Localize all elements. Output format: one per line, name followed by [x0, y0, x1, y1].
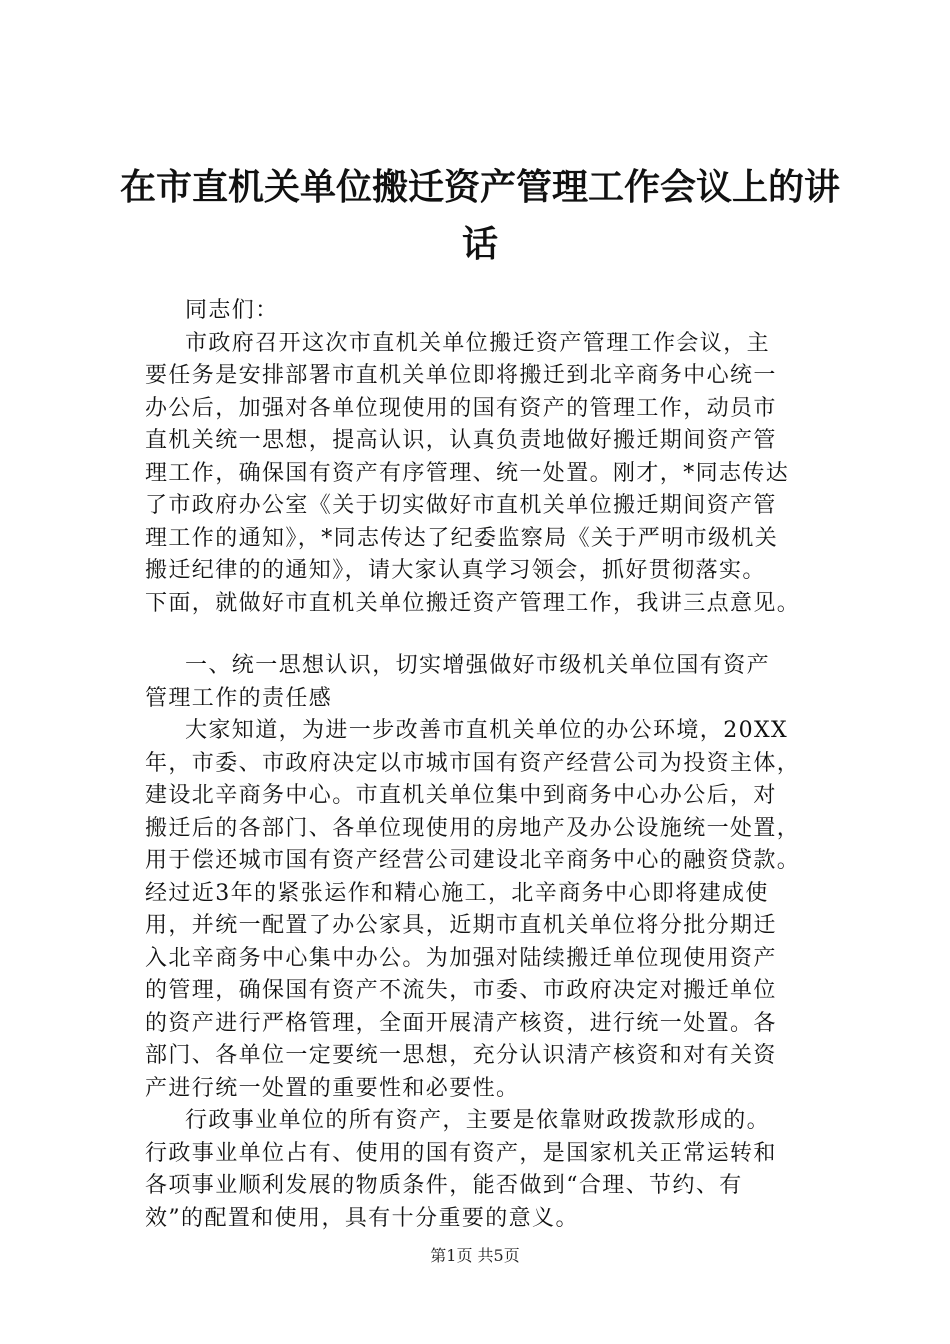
paragraph-line: 市政府召开这次市直机关单位搬迁资产管理工作会议，主 — [185, 330, 771, 356]
paragraph-line: 搬迁后的各部门、各单位现使用的房地产及办公设施统一处置， — [145, 815, 801, 841]
paragraph-line: 入北辛商务中心集中办公。为加强对陆续搬迁单位现使用资产 — [145, 945, 777, 971]
page-number-footer: 第1页 共5页 — [430, 1246, 520, 1265]
document-title-line-2: 话 — [461, 224, 498, 265]
paragraph-line: 各项事业顺利发展的物质条件，能否做到“合理、节约、有 — [145, 1173, 743, 1198]
paragraph-line: 部门、各单位一定要统一思想，充分认识清产核资和对有关资 — [145, 1043, 777, 1068]
paragraph-line: 的管理，确保国有资产不流失，市委、市政府决定对搬迁单位 — [145, 978, 777, 1003]
paragraph-line: 直机关统一思想，提高认识，认真负责地做好搬迁期间资产管 — [145, 428, 777, 453]
salutation: 同志们： — [185, 298, 279, 323]
paragraph-line: 年，市委、市政府决定以市城市国有资产经营公司为投资主体， — [145, 750, 801, 776]
paragraph-line: 建设北辛商务中心。市直机关单位集中到商务中心办公后，对 — [145, 783, 777, 808]
document-title-line-1: 在市直机关单位搬迁资产管理工作会议上的讲 — [119, 167, 840, 208]
paragraph-line: 要任务是安排部署市直机关单位即将搬迁到北辛商务中心统一 — [145, 363, 777, 388]
section-heading-line: 一、统一思想认识，切实增强做好市级机关单位国有资产 — [185, 653, 771, 678]
paragraph-line: 产进行统一处置的重要性和必要性。 — [145, 1075, 520, 1101]
paragraph-line: 行政事业单位的所有资产，主要是依靠财政拨款形成的。 — [185, 1108, 771, 1133]
document-body — [145, 295, 835, 1235]
paragraph-line: 下面，就做好市直机关单位搬迁资产管理工作，我讲三点意见。 — [145, 590, 801, 616]
paragraph-line: 用，并统一配置了办公家具，近期市直机关单位将分批分期迁 — [145, 913, 777, 938]
paragraph-line: 办公后，加强对各单位现使用的国有资产的管理工作，动员市 — [145, 395, 777, 421]
paragraph-line: 的资产进行严格管理，全面开展清产核资，进行统一处置。各 — [145, 1010, 777, 1036]
paragraph-line: 效”的配置和使用，具有十分重要的意义。 — [145, 1205, 579, 1231]
paragraph-line: 经过近3年的紧张运作和精心施工，北辛商务中心即将建成使 — [145, 880, 769, 906]
paragraph-line: 搬迁纪律的的通知》，请大家认真学习领会，抓好贯彻落实。 — [145, 558, 766, 583]
paragraph-line: 用于偿还城市国有资产经营公司建设北辛商务中心的融资贷款。 — [145, 848, 801, 873]
paragraph-line: 理工作，确保国有资产有序管理、统一处置。刚才，*同志传达 — [145, 460, 790, 486]
paragraph-line: 大家知道，为进一步改善市直机关单位的办公环境，20XX — [185, 718, 789, 743]
section-heading-line: 管理工作的责任感 — [145, 685, 333, 711]
paragraph-line: 理工作的通知》，*同志传达了纪委监察局《关于严明市级机关 — [145, 525, 779, 551]
paragraph-gap — [145, 620, 835, 650]
paragraph-line: 行政事业单位占有、使用的国有资产，是国家机关正常运转和 — [145, 1140, 777, 1166]
paragraph-line: 了市政府办公室《关于切实做好市直机关单位搬迁期间资产管 — [145, 493, 777, 518]
